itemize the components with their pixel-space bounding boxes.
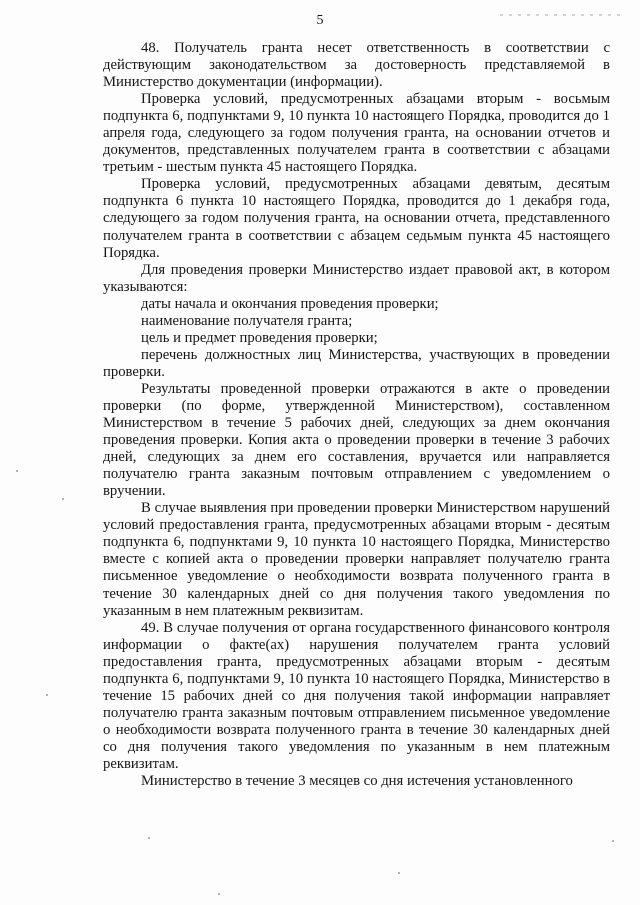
scan-speck [612,840,614,842]
list-item: наименование получателя гранта; [141,312,353,329]
list-item: даты начала и окончания проведения проверки; [141,295,439,312]
list-item-last: перечень должностных лиц Министерства, участвующих в проведении проверки. [103,346,610,380]
paragraph-ministry-3-months: Министерство в течение 3 месяцев со дня истечения установленного [141,773,573,790]
paragraph-violations: В случае выявления при проведении проверки Министерством нарушений условий предоставления гранта, предусмотренных абзацами вторым - десятым подпункта 6, подпунктами 9, 10 пункта 10 настоящего Порядка, Министерство вместе с копией акта о проведении проверки направляет получателю гранта письменное уведомление о необходимости возврата полученного гранта в течение 30 календарных дней со дня получения такого уведомления по указанным в нем платежным реквизитам. [103,500,610,619]
scan-speck [218,893,220,895]
scan-speck [46,694,48,696]
scan-speck [62,498,64,500]
scan-speck [16,470,18,472]
document-body [103,40,610,790]
paragraph-legal-act: Для проведения проверки Министерство издает правовой акт, в котором указываются: [103,261,610,295]
paragraph-check-results: Результаты проведенной проверки отражаются в акте о проведении проверки (по форме, утвержденной Министерством), составленном Министерством в течение 5 рабочих дней, следующих за днем окончания проведения проверки. Копия акта о проведении проверки в течение 3 рабочих дней, следующих за днем его составления, вручается или направляется получателю гранта заказным почтовым отправлением с уведомлением о вручении. [103,380,610,500]
scan-speck [148,837,150,839]
page-number: 5 [316,13,324,28]
paragraph-49: 49. В случае получения от органа государственного финансового контроля информации о факте(ах) нарушения получателем гранта условий предоставления гранта, предусмотренных абзацами вторым - десятым подпункта 6, подпунктами 9, 10 пункта 10 настоящего Порядка, Министерство в течение 15 рабочих дней со дня получения такой информации направляет получателю гранта заказным почтовым отправлением письменное уведомление о необходимости возврата полученного гранта в течение 30 календарных дней со дня получения такого уведомления по указанным в нем платежным реквизитам. [103,619,610,772]
paragraph-check-conditions-april: Проверка условий, предусмотренных абзацами вторым - восьмым подпункта 6, подпунктами 9, 10 пункта 10 настоящего Порядка, проводится до 1 апреля года, следующего за годом получения гранта, на основании отчетов и документов, представленных получателем гранта в соответствии с абзацами третьим - шестым пункта 45 настоящего Порядка. [103,91,610,176]
scan-speck [398,872,400,874]
paragraph-48: 48. Получатель гранта несет ответственность в соответствии с действующим законодательством за достоверность представляемой в Министерство документации (информации). [103,40,610,91]
paragraph-check-conditions-december: Проверка условий, предусмотренных абзацами девятым, десятым подпункта 6 пункта 10 настоящего Порядка, проводится до 1 декабря года, следующего за годом получения гранта, на основании отчета, представленного получателем гранта в соответствии с абзацем седьмым пункта 45 настоящего Порядка. [103,176,610,261]
list-item: цель и предмет проведения проверки; [141,329,378,346]
